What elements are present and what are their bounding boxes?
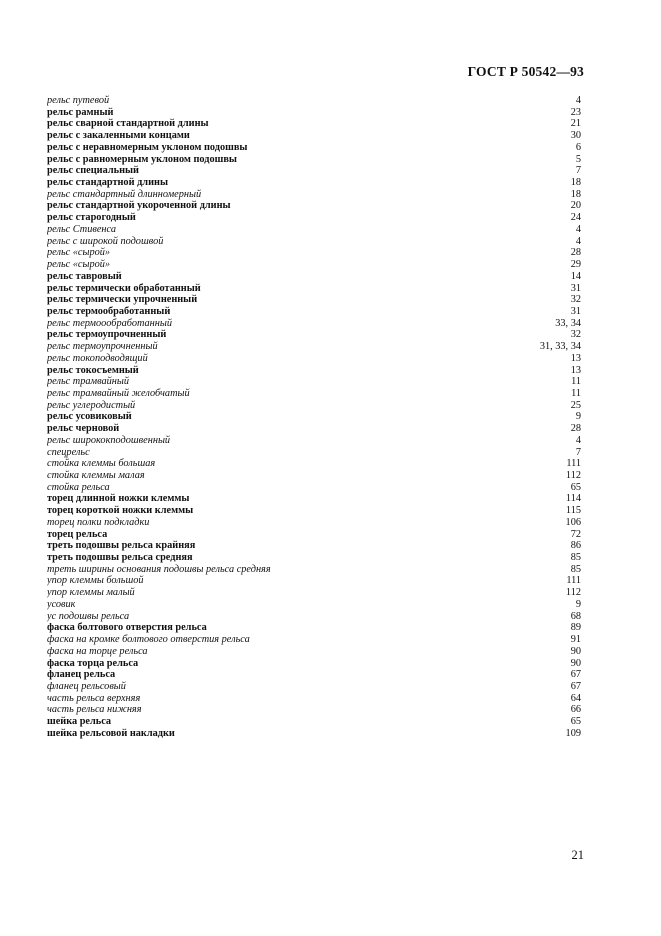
index-entry bbox=[47, 564, 581, 576]
index-term: рельс стандартный длинномерный bbox=[47, 188, 202, 200]
index-term: ус подошвы рельса bbox=[47, 610, 130, 622]
index-entry bbox=[47, 681, 581, 693]
index-term: шейка рельса bbox=[47, 716, 112, 728]
index-page-ref: 106 bbox=[565, 516, 581, 528]
index-term: рельс углеродистый bbox=[47, 399, 136, 411]
index-entry bbox=[47, 658, 581, 670]
index-term: фланец рельса bbox=[47, 669, 116, 681]
index-page-ref: 115 bbox=[565, 505, 581, 517]
index-entry bbox=[47, 599, 581, 611]
index-page-ref: 33, 34 bbox=[555, 317, 581, 329]
index-entry bbox=[47, 177, 581, 189]
index-term: рельс тавровый bbox=[47, 270, 122, 282]
index-entry bbox=[47, 552, 581, 564]
index-page-ref: 6 bbox=[575, 141, 581, 153]
index-page-ref: 109 bbox=[565, 727, 581, 739]
index-entry bbox=[47, 365, 581, 377]
index-term: рельс с неравномерным уклоном подошвы bbox=[47, 141, 248, 153]
index-entry bbox=[47, 294, 581, 306]
index-term: усовик bbox=[47, 598, 76, 610]
index-page-ref: 25 bbox=[570, 399, 581, 411]
index-term: рельс термически упрочненный bbox=[47, 294, 198, 306]
index-entry bbox=[47, 212, 581, 224]
index-term: рельс с равномерным уклоном подошвы bbox=[47, 153, 237, 165]
index-term: фаска болтового отверстия рельса bbox=[47, 622, 207, 634]
index-page-ref: 4 bbox=[575, 95, 581, 106]
index-term: рельс путевой bbox=[47, 95, 110, 106]
index-term: шейка рельсовой накладки bbox=[47, 727, 175, 739]
index-page-ref: 90 bbox=[570, 645, 581, 657]
index-entry bbox=[47, 423, 581, 435]
index-term: рельс рамный bbox=[47, 106, 114, 118]
index-term: рельс термически обработанный bbox=[47, 282, 201, 294]
index-entry bbox=[47, 130, 581, 142]
index-page-ref: 64 bbox=[570, 692, 581, 704]
index-page-ref: 65 bbox=[570, 481, 581, 493]
index-page-ref: 18 bbox=[570, 177, 581, 189]
index-entry bbox=[47, 118, 581, 130]
index-entry bbox=[47, 271, 581, 283]
index-page-ref: 20 bbox=[570, 200, 581, 212]
index-entry bbox=[47, 646, 581, 658]
index-term: часть рельса верхняя bbox=[47, 692, 141, 704]
index-page-ref: 13 bbox=[570, 352, 581, 364]
index-page-ref: 31, 33, 34 bbox=[539, 341, 581, 353]
index-entry bbox=[47, 318, 581, 330]
index-page-ref: 31 bbox=[570, 282, 581, 294]
index-term: рельс специальный bbox=[47, 165, 139, 177]
index-page-ref: 4 bbox=[575, 434, 581, 446]
index-entry bbox=[47, 458, 581, 470]
index-entry bbox=[47, 411, 581, 423]
index-entry bbox=[47, 669, 581, 681]
index-entry bbox=[47, 224, 581, 236]
index-term: треть ширины основания подошвы рельса средняя bbox=[47, 563, 271, 575]
index-entry bbox=[47, 329, 581, 341]
index-page-ref: 9 bbox=[575, 598, 581, 610]
index-term: упор клеммы большой bbox=[47, 575, 144, 587]
index-page-ref: 111 bbox=[566, 575, 581, 587]
index-term: рельс токоподводящий bbox=[47, 352, 148, 364]
index-page-ref: 85 bbox=[570, 563, 581, 575]
index-page-ref: 112 bbox=[565, 470, 581, 481]
index-term: рельс ширококподошвенный bbox=[47, 434, 171, 446]
index-page-ref: 18 bbox=[570, 188, 581, 200]
index-page-ref: 7 bbox=[575, 446, 581, 458]
index-term: рельс токосъемный bbox=[47, 364, 139, 376]
index-entry bbox=[47, 529, 581, 541]
index-entry bbox=[47, 353, 581, 365]
index-entry bbox=[47, 611, 581, 623]
index-page-ref: 23 bbox=[570, 106, 581, 118]
index-page-ref: 5 bbox=[575, 153, 581, 165]
index-term: спецрельс bbox=[47, 446, 90, 458]
index-term: стойка клеммы малая bbox=[47, 470, 145, 481]
index-page-ref: 31 bbox=[570, 305, 581, 317]
index-page-ref: 72 bbox=[570, 528, 581, 540]
index-term: рельс «сырой» bbox=[47, 247, 111, 259]
index-page-ref: 86 bbox=[570, 540, 581, 552]
index-term: часть рельса нижняя bbox=[47, 704, 142, 716]
index-entry bbox=[47, 517, 581, 529]
index-page-ref: 7 bbox=[575, 165, 581, 177]
index-entry bbox=[47, 693, 581, 705]
index-page-ref: 4 bbox=[575, 223, 581, 235]
index-page-ref: 29 bbox=[570, 259, 581, 271]
index-entry bbox=[47, 704, 581, 716]
index-term: стойка клеммы большая bbox=[47, 458, 156, 470]
index-page-ref: 14 bbox=[570, 270, 581, 282]
index-term: рельс трамвайный bbox=[47, 376, 130, 388]
index-page-ref: 9 bbox=[575, 411, 581, 423]
index-page-ref: 89 bbox=[570, 622, 581, 634]
index-term: торец полки подкладки bbox=[47, 516, 150, 528]
index-entry bbox=[47, 107, 581, 119]
index-term: рельс термоупрочненный bbox=[47, 329, 167, 341]
term-index bbox=[47, 95, 581, 740]
index-entry bbox=[47, 587, 581, 599]
index-page-ref: 112 bbox=[565, 587, 581, 599]
index-entry bbox=[47, 435, 581, 447]
index-term: рельс термоупрочненный bbox=[47, 341, 158, 353]
index-term: рельс черновой bbox=[47, 423, 120, 435]
index-term: фаска торца рельса bbox=[47, 657, 139, 669]
index-page-ref: 11 bbox=[571, 376, 581, 388]
index-term: торец короткой ножки клеммы bbox=[47, 505, 194, 517]
index-term: рельс Стивенса bbox=[47, 223, 116, 235]
index-term: фланец рельсовый bbox=[47, 680, 126, 692]
index-page-ref: 11 bbox=[571, 387, 581, 399]
index-entry bbox=[47, 505, 581, 517]
index-page-ref: 65 bbox=[570, 716, 581, 728]
index-page-ref: 85 bbox=[570, 552, 581, 564]
document-header: ГОСТ Р 50542—93 bbox=[467, 64, 584, 79]
index-entry bbox=[47, 388, 581, 400]
index-page-ref: 67 bbox=[570, 669, 581, 681]
index-page-ref: 4 bbox=[575, 235, 581, 247]
index-entry bbox=[47, 341, 581, 353]
index-term: рельс с широкой подошвой bbox=[47, 235, 164, 247]
index-term: треть подошвы рельса крайняя bbox=[47, 540, 196, 552]
index-entry bbox=[47, 247, 581, 259]
index-term: рельс «сырой» bbox=[47, 259, 111, 271]
index-entry bbox=[47, 200, 581, 212]
index-page-ref: 21 bbox=[570, 118, 581, 130]
index-term: рельс термообработанный bbox=[47, 305, 171, 317]
index-entry bbox=[47, 634, 581, 646]
index-term: фаска на торце рельса bbox=[47, 645, 148, 657]
index-entry bbox=[47, 716, 581, 728]
index-entry bbox=[47, 154, 581, 166]
index-entry bbox=[47, 447, 581, 459]
index-entry bbox=[47, 165, 581, 177]
index-page-ref: 66 bbox=[570, 704, 581, 716]
index-term: торец рельса bbox=[47, 528, 108, 540]
index-page-ref: 28 bbox=[570, 247, 581, 259]
index-entry bbox=[47, 283, 581, 295]
index-entry bbox=[47, 189, 581, 201]
index-page-ref: 111 bbox=[566, 458, 581, 470]
index-entry bbox=[47, 470, 581, 482]
index-term: рельс стандартной укороченной длины bbox=[47, 200, 231, 212]
index-term: рельс старогодный bbox=[47, 212, 136, 224]
index-page-ref: 30 bbox=[570, 130, 581, 142]
index-term: упор клеммы малый bbox=[47, 587, 135, 599]
index-entry bbox=[47, 728, 581, 740]
page-number: 21 bbox=[571, 848, 584, 862]
index-page-ref: 68 bbox=[570, 610, 581, 622]
index-entry bbox=[47, 236, 581, 248]
index-term: фаска на кромке болтового отверстия рельса bbox=[47, 634, 250, 646]
index-page-ref: 67 bbox=[570, 680, 581, 692]
index-entry bbox=[47, 493, 581, 505]
index-entry bbox=[47, 575, 581, 587]
index-term: торец длинной ножки клеммы bbox=[47, 493, 190, 505]
index-entry bbox=[47, 95, 581, 107]
index-term: треть подошвы рельса средняя bbox=[47, 552, 193, 564]
index-page-ref: 13 bbox=[570, 364, 581, 376]
index-entry bbox=[47, 400, 581, 412]
index-entry bbox=[47, 622, 581, 634]
index-page-ref: 24 bbox=[570, 212, 581, 224]
index-term: рельс термоообработанный bbox=[47, 317, 173, 329]
index-term: рельс с закаленными концами bbox=[47, 130, 190, 142]
index-entry bbox=[47, 540, 581, 552]
index-entry bbox=[47, 142, 581, 154]
index-page-ref: 28 bbox=[570, 423, 581, 435]
index-entry bbox=[47, 259, 581, 271]
index-page-ref: 32 bbox=[570, 329, 581, 341]
index-term: рельс трамвайный желобчатый bbox=[47, 387, 190, 399]
index-term: стойка рельса bbox=[47, 481, 110, 493]
index-entry bbox=[47, 306, 581, 318]
index-entry bbox=[47, 482, 581, 494]
index-page-ref: 90 bbox=[570, 657, 581, 669]
index-term: рельс стандартной длины bbox=[47, 177, 168, 189]
index-term: рельс сварной стандартной длины bbox=[47, 118, 209, 130]
index-term: рельс усовиковый bbox=[47, 411, 132, 423]
index-page-ref: 114 bbox=[565, 493, 581, 505]
index-entry bbox=[47, 376, 581, 388]
index-page-ref: 91 bbox=[570, 634, 581, 646]
index-page-ref: 32 bbox=[570, 294, 581, 306]
